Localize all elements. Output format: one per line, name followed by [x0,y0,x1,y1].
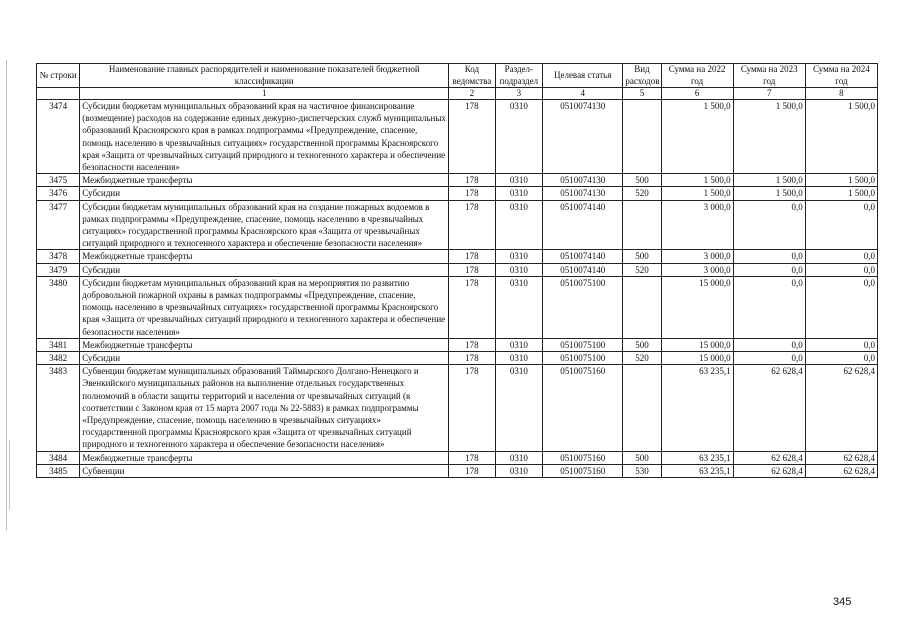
header-target-article: Целевая статья [543,64,623,88]
header-sum-2023: Сумма на 2023 год [733,64,805,88]
row-expense-type: 520 [623,187,661,200]
header-department-code: Код ведомства [449,64,495,88]
row-sum-2022: 63 235,1 [661,451,733,464]
row-sum-2024: 0,0 [805,276,877,338]
row-department-code: 178 [449,464,495,477]
row-target-article: 0510074140 [543,200,623,250]
row-sum-2022: 3 000,0 [661,200,733,250]
row-section: 0310 [495,352,542,365]
row-target-article: 0510075100 [543,352,623,365]
row-name: Межбюджетные трансферты [80,250,449,263]
row-sum-2022: 1 500,0 [661,174,733,187]
row-sum-2024: 62 628,4 [805,451,877,464]
row-target-article: 0510075160 [543,464,623,477]
header-expense-type: Вид расходов [623,64,661,88]
row-department-code: 178 [449,338,495,351]
row-expense-type: 500 [623,250,661,263]
row-section: 0310 [495,338,542,351]
row-sum-2024: 62 628,4 [805,365,877,451]
row-sum-2022: 15 000,0 [661,276,733,338]
row-sum-2022: 1 500,0 [661,187,733,200]
row-name: Субсидии [80,352,449,365]
row-sum-2023: 0,0 [733,352,805,365]
row-sum-2024: 1 500,0 [805,187,877,200]
row-department-code: 178 [449,276,495,338]
row-expense-type [623,200,661,250]
row-name: Субсидии [80,263,449,276]
row-number: 3474 [37,100,80,174]
row-target-article: 0510074130 [543,100,623,174]
table-row [37,100,878,174]
column-number: 3 [495,88,542,100]
row-expense-type: 500 [623,174,661,187]
table-row [37,187,878,200]
row-sum-2023: 0,0 [733,276,805,338]
row-target-article: 0510075100 [543,338,623,351]
row-name: Субсидии бюджетам муниципальных образований края на создание пожарных водоемов в рамках подпрограммы «Предупреждение, спасение, помощь населению в чрезвычайных ситуациях» государственной программы Красноярского края «Защита от чрезвычайных ситуаций природного и техногенного характера и обеспечение безопасности населения» [80,200,449,250]
row-target-article: 0510075160 [543,451,623,464]
row-expense-type: 500 [623,451,661,464]
table-row [37,338,878,351]
row-sum-2023: 1 500,0 [733,187,805,200]
row-sum-2024: 0,0 [805,250,877,263]
binder-line [9,440,10,510]
row-sum-2023: 0,0 [733,338,805,351]
table-row [37,451,878,464]
row-number: 3476 [37,187,80,200]
row-expense-type: 530 [623,464,661,477]
row-sum-2022: 15 000,0 [661,352,733,365]
row-target-article: 0510075160 [543,365,623,451]
row-department-code: 178 [449,451,495,464]
column-number: 5 [623,88,661,100]
header-name: Наименование главных распорядителей и наименование показателей бюджетной классификации [80,64,449,88]
row-expense-type: 520 [623,352,661,365]
table-row [37,200,878,250]
table-row [37,365,878,451]
row-department-code: 178 [449,263,495,276]
column-number: 1 [80,88,449,100]
row-number: 3484 [37,451,80,464]
row-number: 3481 [37,338,80,351]
row-sum-2022: 3 000,0 [661,263,733,276]
row-sum-2022: 63 235,1 [661,365,733,451]
table-header-row [37,64,878,88]
row-number: 3477 [37,200,80,250]
header-sum-2024: Сумма на 2024 год [805,64,877,88]
row-section: 0310 [495,100,542,174]
row-name: Межбюджетные трансферты [80,338,449,351]
row-expense-type [623,100,661,174]
row-sum-2023: 62 628,4 [733,451,805,464]
row-name: Межбюджетные трансферты [80,174,449,187]
row-section: 0310 [495,250,542,263]
row-name: Субвенции бюджетам муниципальных образований Таймырского Долгано-Ненецкого и Эвенкийского муниципальных районов на выполнение отдельных государственных полномочий в области защиты территорий и населения от чрезвычайных ситуаций (в соответствии с Законом края от 15 марта 2007 года № 22-5883) в рамках подпрограммы «Предупреждение, спасение, помощь населению в чрезвычайных ситуациях» государственной программы Красноярского края «Защита от чрезвычайных ситуаций природного и техногенного характера и обеспечение безопасности населения» [80,365,449,451]
row-sum-2022: 3 000,0 [661,250,733,263]
column-number: 2 [449,88,495,100]
row-sum-2024: 0,0 [805,338,877,351]
row-expense-type: 520 [623,263,661,276]
row-sum-2022: 15 000,0 [661,338,733,351]
column-number: 7 [733,88,805,100]
header-row-number: № строки [37,64,80,88]
row-target-article: 0510074140 [543,250,623,263]
row-number: 3483 [37,365,80,451]
table-row [37,174,878,187]
row-sum-2023: 1 500,0 [733,174,805,187]
column-number: 4 [543,88,623,100]
table-row [37,352,878,365]
table-row [37,276,878,338]
row-number: 3479 [37,263,80,276]
page-number: 345 [833,596,852,608]
row-sum-2024: 1 500,0 [805,174,877,187]
row-expense-type: 500 [623,338,661,351]
row-sum-2023: 62 628,4 [733,365,805,451]
row-sum-2023: 0,0 [733,250,805,263]
row-department-code: 178 [449,250,495,263]
column-number-row [37,88,878,100]
row-number: 3478 [37,250,80,263]
row-sum-2022: 1 500,0 [661,100,733,174]
row-expense-type [623,276,661,338]
row-number: 3485 [37,464,80,477]
row-section: 0310 [495,365,542,451]
row-section: 0310 [495,200,542,250]
table-row [37,263,878,276]
row-sum-2024: 1 500,0 [805,100,877,174]
row-department-code: 178 [449,100,495,174]
row-sum-2023: 1 500,0 [733,100,805,174]
row-sum-2024: 0,0 [805,352,877,365]
row-name: Субсидии [80,187,449,200]
row-number: 3482 [37,352,80,365]
row-department-code: 178 [449,200,495,250]
row-target-article: 0510074130 [543,187,623,200]
row-department-code: 178 [449,174,495,187]
row-name: Межбюджетные трансферты [80,451,449,464]
column-number [37,88,80,100]
row-section: 0310 [495,276,542,338]
row-name: Субвенции [80,464,449,477]
row-section: 0310 [495,263,542,276]
row-number: 3480 [37,276,80,338]
row-target-article: 0510074130 [543,174,623,187]
row-sum-2022: 63 235,1 [661,464,733,477]
row-sum-2024: 0,0 [805,263,877,276]
row-sum-2023: 0,0 [733,263,805,276]
row-section: 0310 [495,451,542,464]
header-sum-2022: Сумма на 2022 год [661,64,733,88]
row-sum-2023: 0,0 [733,200,805,250]
budget-table [36,63,878,478]
row-target-article: 0510074140 [543,263,623,276]
row-department-code: 178 [449,187,495,200]
row-target-article: 0510075100 [543,276,623,338]
row-department-code: 178 [449,365,495,451]
row-section: 0310 [495,174,542,187]
table-row [37,250,878,263]
row-section: 0310 [495,187,542,200]
column-number: 6 [661,88,733,100]
row-sum-2024: 0,0 [805,200,877,250]
row-name: Субсидии бюджетам муниципальных образований края на мероприятия по развитию добровольной пожарной охраны в рамках подпрограммы «Предупреждение, спасение, помощь населению в чрезвычайных ситуациях» государственной программы Красноярского края «Защита от чрезвычайных ситуаций природного и техногенного характера и обеспечение безопасности населения» [80,276,449,338]
row-name: Субсидии бюджетам муниципальных образований края на частичное финансирование (возмещение) расходов на содержание единых дежурно-диспетчерских служб муниципальных образований Красноярского края в рамках подпрограммы «Предупреждение, спасение, помощь населению в чрезвычайных ситуациях» государственной программы Красноярского края «Защита от чрезвычайных ситуаций природного и техногенного характера и обеспечение безопасности населения» [80,100,449,174]
header-section: Раздел-подраздел [495,64,542,88]
row-section: 0310 [495,464,542,477]
row-expense-type [623,365,661,451]
binder-line [6,60,7,530]
column-number: 8 [805,88,877,100]
row-number: 3475 [37,174,80,187]
table-row [37,464,878,477]
row-department-code: 178 [449,352,495,365]
row-sum-2023: 62 628,4 [733,464,805,477]
row-sum-2024: 62 628,4 [805,464,877,477]
